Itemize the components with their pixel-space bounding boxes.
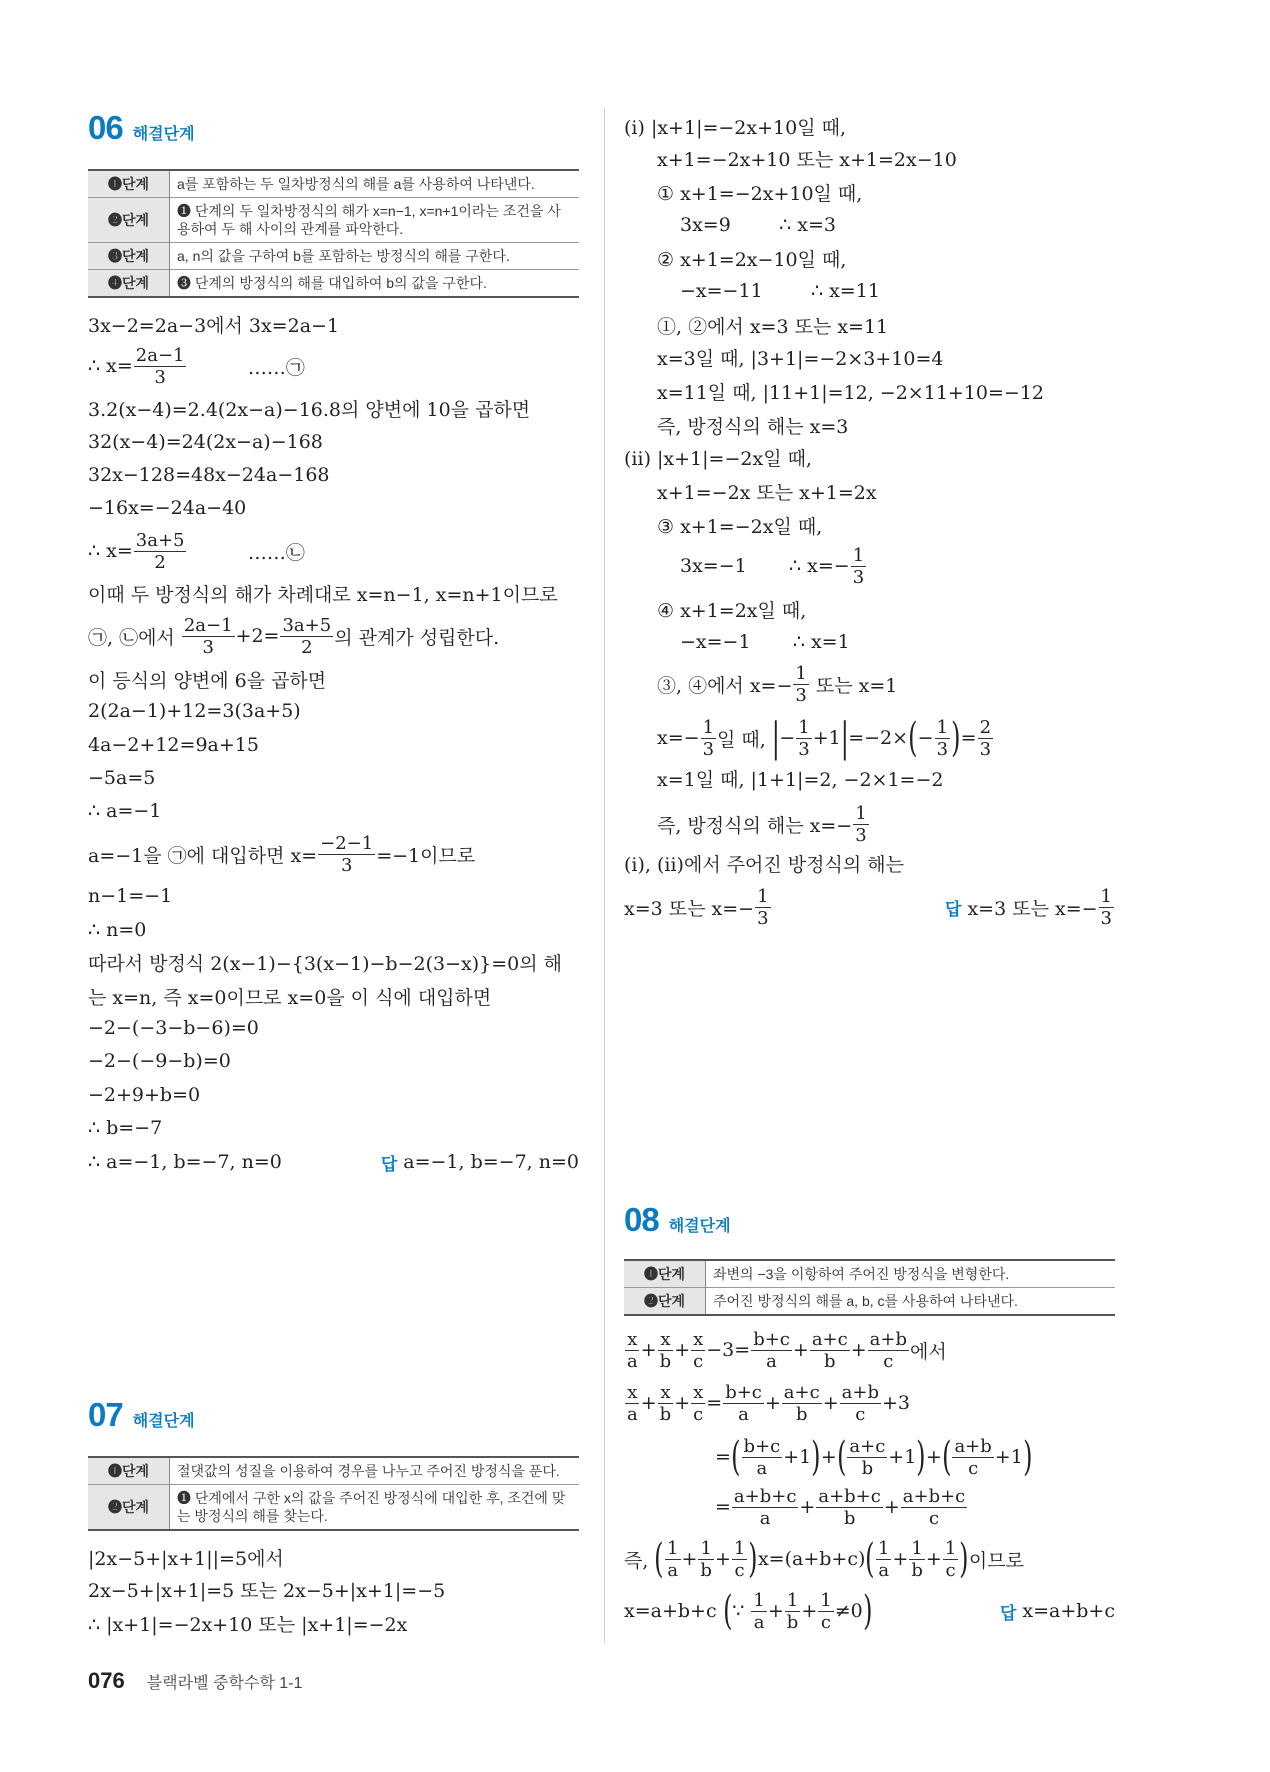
math-text: ① x+1=−2x+10일 때, [657, 182, 863, 205]
math-text: 32(x−4)=24(2x−a)−168 [88, 431, 323, 453]
math-text: −16x=−24a−40 [88, 497, 247, 519]
fraction [658, 1382, 674, 1425]
math-text: + [799, 1496, 816, 1518]
math-text: ≠0 [834, 1600, 863, 1622]
page-number: 076 [88, 1668, 125, 1693]
math-text: 즉, 방정식의 해는 x=− [657, 814, 853, 837]
fraction-denominator: b [659, 1403, 672, 1425]
step-text: 주어진 방정식의 해를 a, b, c를 사용하여 나타낸다. [706, 1288, 1116, 1316]
fraction-denominator: 2 [154, 551, 166, 573]
math-text: + [674, 1392, 691, 1414]
step-label: ❷단계 [88, 198, 170, 243]
section-title: 해결단계 [668, 1218, 731, 1235]
fraction-denominator: 2 [301, 636, 313, 658]
step-text: ❸ 단계의 방정식의 해를 대입하여 b의 값을 구한다. [170, 270, 580, 298]
step-text: 절댓값의 성질을 이용하여 경우를 나누고 주어진 방정식을 푼다. [177, 1463, 560, 1479]
fraction [816, 1486, 883, 1529]
math-text: a=−1, b=−7, n=0 [403, 1151, 579, 1173]
fraction [625, 1329, 640, 1372]
solution-line [624, 1529, 1115, 1589]
large-delimiter: | [840, 715, 849, 761]
fraction-denominator: c [855, 1403, 866, 1425]
fraction-numerator: 1 [795, 662, 807, 684]
fraction-denominator: 3 [936, 738, 949, 760]
math-text: + [801, 1600, 818, 1622]
math-text: + [925, 1446, 942, 1468]
fraction-numerator: x [627, 1328, 638, 1350]
step-label: ❶단계 [88, 1457, 170, 1485]
solution-steps-table [88, 1456, 579, 1531]
fraction [840, 1382, 881, 1425]
answer-label: 답 [380, 1154, 398, 1174]
math-text: 즉, 방정식의 해는 x=3 [657, 415, 849, 438]
math-text: |2x−5+|x+1||=5에서 [88, 1547, 284, 1570]
fraction-numerator: 1 [733, 1537, 746, 1559]
fraction-numerator: 1 [667, 1537, 679, 1559]
fraction-denominator: 3 [154, 366, 166, 388]
math-text: +2= [235, 625, 280, 647]
math-text: +1 [812, 727, 841, 749]
fraction-denominator: 3 [855, 824, 867, 846]
fraction [751, 1329, 792, 1372]
fraction-numerator: a+c [811, 1328, 848, 1350]
fraction-numerator: x [660, 1328, 671, 1350]
math-text: 3.2(x−4)=2.4(2x−a)−16.8의 양변에 10을 곱하면 [88, 398, 531, 421]
math-text: 는 x=n, 즉 x=0이므로 x=0을 이 식에 대입하면 [88, 986, 492, 1009]
fraction-numerator: 1 [936, 716, 949, 738]
large-delimiter: ) [748, 1536, 758, 1582]
step-row [624, 1260, 1115, 1288]
math-text: 또는 x=1 [809, 674, 898, 697]
math-text: ∴ x= [88, 540, 133, 562]
fraction [818, 1590, 833, 1633]
math-text: ② x+1=2x−10일 때, [657, 248, 847, 271]
fraction [691, 1329, 705, 1372]
fraction-denominator: 3 [1100, 907, 1112, 929]
problem-number: 08 [624, 1201, 659, 1238]
fraction-numerator: 1 [852, 544, 865, 566]
answer [381, 1132, 579, 1192]
fraction [691, 1382, 705, 1425]
math-text: =−2× [848, 727, 909, 749]
math-text: −3= [706, 1339, 751, 1361]
math-text: 32x−128=48x−24a−168 [88, 464, 330, 486]
math-text: +3 [881, 1392, 910, 1414]
math-text: + [714, 1548, 731, 1570]
math-text: 2x−5+|x+1|=5 또는 2x−5+|x+1|=−5 [88, 1579, 446, 1602]
fraction-numerator: 1 [855, 802, 867, 824]
step-text: ❶ 단계의 두 일차방정식의 해가 x=n−1, x=n+1이라는 조건을 사용하여 두 해 사이의 관계를 파악한다. [170, 198, 580, 243]
math-text: −x=−11 ∴ x=11 [680, 280, 880, 302]
fraction [909, 1538, 925, 1581]
fraction-numerator: x [693, 1328, 704, 1350]
solution-line [88, 1593, 579, 1653]
large-delimiter: ( [722, 1588, 733, 1634]
large-delimiter: ) [951, 715, 961, 761]
math-text: 일 때, [717, 728, 772, 751]
solution-line [624, 1320, 1115, 1380]
fraction [658, 1329, 674, 1372]
math-text: = [960, 727, 977, 749]
math-text: + [640, 1339, 657, 1361]
fraction [1099, 886, 1114, 929]
math-text: − [779, 727, 796, 749]
large-delimiter: ) [862, 1588, 873, 1634]
math-text: x=3 또는 x=− [624, 897, 755, 920]
fraction-denominator: a [753, 1611, 765, 1633]
fraction-numerator: x [660, 1381, 671, 1403]
fraction-denominator: a [738, 1403, 749, 1425]
math-text: x=3 또는 x=− [967, 897, 1098, 920]
section-title: 해결단계 [132, 126, 195, 143]
fraction [698, 1538, 714, 1581]
math-text: n−1=−1 [88, 885, 173, 907]
fraction-denominator: a [766, 1350, 777, 1372]
answer-label: 답 [999, 1603, 1017, 1623]
fraction-numerator: 3a+5 [282, 614, 332, 636]
fraction-denominator: a [627, 1350, 638, 1372]
fraction-denominator: c [820, 1611, 831, 1633]
fraction-denominator: 3 [798, 738, 810, 760]
math-text: + [764, 1392, 781, 1414]
fraction [868, 1329, 909, 1372]
math-text: + [850, 1339, 867, 1361]
math-text: + [822, 1392, 839, 1414]
fraction [732, 1486, 799, 1529]
math-text: +1 [783, 1446, 812, 1468]
section-heading-06 [88, 109, 195, 149]
math-text: ∴ a=−1, b=−7, n=0 [88, 1151, 282, 1173]
problem-number: 06 [88, 109, 123, 146]
math-text: −5a=5 [88, 767, 156, 789]
fraction-numerator: a+b+c [818, 1485, 881, 1507]
solution-line [88, 1132, 579, 1192]
fraction-denominator: a [759, 1507, 771, 1529]
fraction [755, 886, 770, 929]
math-text: ∴ b=−7 [88, 1117, 163, 1139]
fraction-numerator: a+c [849, 1435, 886, 1457]
math-text: ……㉠ [187, 356, 305, 379]
fraction-numerator: 1 [700, 1537, 712, 1559]
math-text: + [892, 1548, 909, 1570]
math-text: + [883, 1496, 900, 1518]
fraction-denominator: 3 [757, 907, 769, 929]
fraction-denominator: 3 [852, 566, 865, 588]
fraction-denominator: b [843, 1507, 856, 1529]
fraction-numerator: x [627, 1381, 638, 1403]
fraction-numerator: 1 [753, 1589, 765, 1611]
solution-steps-table [624, 1259, 1115, 1316]
section-heading-08 [624, 1201, 731, 1241]
fraction-numerator: 1 [1100, 885, 1112, 907]
math-text: x=− [657, 727, 700, 749]
fraction [782, 1382, 822, 1425]
fraction-numerator: 2a−1 [183, 614, 233, 636]
solution-steps-table [88, 169, 579, 298]
math-text: ③ x+1=−2x일 때, [657, 515, 823, 538]
solution-line [624, 877, 1115, 937]
large-delimiter: ( [908, 715, 918, 761]
book-title: 블랙라벨 중학수학 1-1 [146, 1675, 303, 1692]
math-text: 2(2a−1)+12=3(3a+5) [88, 700, 301, 722]
math-text: ①, ②에서 x=3 또는 x=11 [657, 315, 889, 338]
step-text: ❶ 단계에서 구한 x의 값을 주어진 방정식에 대입한 후, 조건에 맞는 방정식의 해를 찾는다. [170, 1485, 580, 1531]
fraction-numerator: a+b [869, 1328, 907, 1350]
math-text: − [917, 727, 934, 749]
step-label: ❸단계 [88, 243, 170, 270]
step-label: ❹단계 [88, 270, 170, 298]
math-text: x+1=−2x 또는 x+1=2x [657, 481, 877, 504]
fraction [723, 1382, 764, 1425]
fraction-numerator: b+c [725, 1381, 762, 1403]
math-text: 의 관계가 성립한다. [334, 626, 500, 649]
step-text: a를 포함하는 두 일차방정식의 해를 a를 사용하여 나타낸다. [177, 176, 535, 192]
math-text: 따라서 방정식 2(x−1)−{3(x−1)−b−2(3−x)}=0의 해 [88, 952, 562, 975]
fraction-denominator: b [659, 1350, 672, 1372]
fraction-numerator: 1 [820, 1589, 832, 1611]
fraction-denominator: c [928, 1507, 940, 1529]
step-row [88, 243, 579, 270]
fraction-denominator: 3 [202, 636, 214, 658]
fraction-denominator: a [756, 1457, 768, 1479]
math-text: 이 등식의 양변에 6을 곱하면 [88, 669, 327, 692]
fraction-numerator: a+b [841, 1381, 879, 1403]
step-row [88, 1485, 579, 1531]
math-text: x=1일 때, |1+1|=2, −2×1=−2 [657, 768, 944, 791]
fraction-numerator: a+b [954, 1435, 992, 1457]
large-delimiter: ( [731, 1434, 741, 1480]
math-text: 이때 두 방정식의 해가 차례대로 x=n−1, x=n+1이므로 [88, 583, 558, 606]
math-text: =−1이므로 [376, 844, 476, 867]
solution-line [624, 1581, 1115, 1641]
step-label: ❶단계 [88, 170, 170, 198]
fraction [742, 1436, 783, 1479]
fraction-numerator: b+c [753, 1328, 790, 1350]
math-text: + [792, 1339, 809, 1361]
math-text: x=3일 때, |3+1|=−2×3+10=4 [657, 347, 944, 370]
fraction-numerator: 1 [757, 885, 769, 907]
large-delimiter: ( [941, 1434, 952, 1480]
fraction-numerator: b+c [743, 1435, 781, 1457]
math-text: x=a+b+c [624, 1600, 723, 1622]
fraction-denominator: a [878, 1559, 890, 1581]
fraction-denominator: b [861, 1457, 874, 1479]
fraction-numerator: 3a+5 [135, 529, 185, 551]
fraction-numerator: 1 [944, 1537, 957, 1559]
page-footer [88, 1668, 302, 1694]
math-text: ③, ④에서 x=− [657, 674, 793, 697]
fraction-denominator: b [911, 1559, 923, 1581]
math-text: 즉, [624, 1549, 655, 1572]
fraction [847, 1436, 887, 1479]
fraction-denominator: c [693, 1350, 704, 1372]
fraction [943, 1538, 958, 1581]
math-text: x=(a+b+c) [757, 1548, 866, 1570]
math-text: + [674, 1339, 691, 1361]
math-text: ……㉡ [187, 541, 305, 564]
fraction-numerator: a+c [783, 1381, 820, 1403]
math-text: a=−1을 ㉠에 대입하면 x= [88, 844, 318, 867]
math-text: x=11일 때, |11+1|=12, −2×11+10=−12 [657, 381, 1045, 404]
fraction-numerator: a+b+c [902, 1485, 966, 1507]
fraction-denominator: a [627, 1403, 638, 1425]
step-text: a, n의 값을 구하여 b를 포함하는 방정식의 해를 구한다. [170, 243, 580, 270]
math-text: 3x−2=2a−3에서 3x=2a−1 [88, 314, 340, 337]
math-text: −2−(−9−b)=0 [88, 1050, 231, 1072]
fraction-denominator: c [883, 1350, 894, 1372]
fraction-numerator: x [693, 1381, 704, 1403]
math-text: −2+9+b=0 [88, 1084, 201, 1106]
math-text: ㉠, ㉡에서 [88, 626, 181, 649]
fraction-denominator: b [786, 1611, 799, 1633]
math-text: ④ x+1=2x일 때, [657, 599, 807, 622]
fraction-numerator: 1 [702, 716, 715, 738]
math-text: + [640, 1392, 657, 1414]
math-text: +1 [994, 1446, 1023, 1468]
fraction-denominator: c [693, 1403, 704, 1425]
fraction [952, 1436, 993, 1479]
math-text: = [715, 1496, 731, 1518]
fraction-numerator: 1 [798, 716, 810, 738]
math-text: + [925, 1548, 942, 1570]
math-text: + [820, 1446, 837, 1468]
fraction-denominator: c [734, 1559, 745, 1581]
fraction-denominator: a [667, 1559, 679, 1581]
math-text: 3x=−1 ∴ x=− [680, 555, 850, 577]
fraction [901, 1486, 968, 1529]
math-text: ∴ |x+1|=−2x+10 또는 |x+1|=−2x [88, 1613, 408, 1636]
fraction [785, 1590, 801, 1633]
solution-line [657, 654, 1115, 714]
step-label: ❷단계 [88, 1485, 170, 1531]
step-label: ❷단계 [624, 1288, 706, 1316]
step-row [88, 270, 579, 298]
fraction-numerator: −2−1 [320, 832, 374, 854]
fraction-denominator: 3 [795, 684, 807, 706]
math-text: + [681, 1548, 698, 1570]
fraction-numerator: 2 [979, 716, 992, 738]
math-text: 이므로 [968, 1549, 1024, 1572]
fraction-numerator: 1 [911, 1537, 923, 1559]
fraction [876, 1538, 891, 1581]
large-delimiter: ( [836, 1434, 847, 1480]
large-delimiter: ( [865, 1536, 875, 1582]
fraction [732, 1538, 747, 1581]
math-text: +1 [888, 1446, 917, 1468]
step-row [624, 1288, 1115, 1316]
fraction-numerator: 2a−1 [135, 344, 185, 366]
fraction-numerator: 1 [786, 1589, 799, 1611]
fraction-denominator: 3 [979, 738, 992, 760]
step-label: ❶단계 [624, 1260, 706, 1288]
large-delimiter: ) [811, 1434, 821, 1480]
step-row [88, 198, 579, 243]
large-delimiter: ) [916, 1434, 926, 1480]
math-text: 4a−2+12=9a+15 [88, 734, 259, 756]
fraction-denominator: c [945, 1559, 956, 1581]
fraction-denominator: 3 [702, 738, 715, 760]
math-text: = [706, 1392, 723, 1414]
math-text: (ⅰ), (ⅱ)에서 주어진 방정식의 해는 [624, 853, 904, 876]
fraction-denominator: c [968, 1457, 979, 1479]
math-text: ∴ a=−1 [88, 800, 162, 822]
fraction-denominator: b [824, 1350, 836, 1372]
math-text: ∴ x= [88, 355, 133, 377]
solution-line [624, 1373, 1115, 1433]
fraction-numerator: 1 [877, 1537, 890, 1559]
answer [1000, 1581, 1115, 1641]
answer-label: 답 [945, 899, 962, 919]
math-text: + [767, 1600, 784, 1622]
math-text: (ⅱ) |x+1|=−2x일 때, [624, 447, 812, 470]
answer [945, 877, 1115, 937]
math-text: 에서 [909, 1340, 947, 1363]
column-divider [604, 108, 605, 1643]
large-delimiter: ) [1022, 1434, 1033, 1480]
math-text: x=a+b+c [1022, 1600, 1115, 1622]
fraction [665, 1538, 680, 1581]
large-delimiter: ( [654, 1536, 664, 1582]
problem-number: 07 [88, 1396, 123, 1433]
math-text: 3x=9 ∴ x=3 [680, 214, 836, 236]
fraction-denominator: b [700, 1559, 712, 1581]
section-heading-07 [88, 1396, 195, 1436]
fraction-numerator: a+b+c [733, 1485, 797, 1507]
math-text: ∵ [732, 1600, 751, 1622]
math-text: = [715, 1446, 731, 1468]
math-text: −2−(−3−b−6)=0 [88, 1017, 259, 1039]
math-text: (ⅰ) |x+1|=−2x+10일 때, [624, 116, 846, 139]
section-title: 해결단계 [132, 1413, 195, 1430]
solution-line [715, 1477, 1115, 1537]
fraction [625, 1382, 640, 1425]
math-text: −x=−1 ∴ x=1 [680, 631, 850, 653]
math-text: x+1=−2x+10 또는 x+1=2x−10 [657, 148, 957, 171]
large-delimiter: | [771, 715, 780, 761]
math-text: ∴ n=0 [88, 919, 147, 941]
fraction-denominator: 3 [340, 854, 353, 876]
fraction-denominator: b [795, 1403, 808, 1425]
step-row [88, 170, 579, 198]
large-delimiter: ) [959, 1536, 969, 1582]
fraction [793, 663, 808, 706]
step-row [88, 1457, 579, 1485]
fraction [810, 1329, 850, 1372]
step-text: 좌변의 −3을 이항하여 주어진 방정식을 변형한다. [713, 1266, 1010, 1282]
fraction [751, 1590, 766, 1633]
